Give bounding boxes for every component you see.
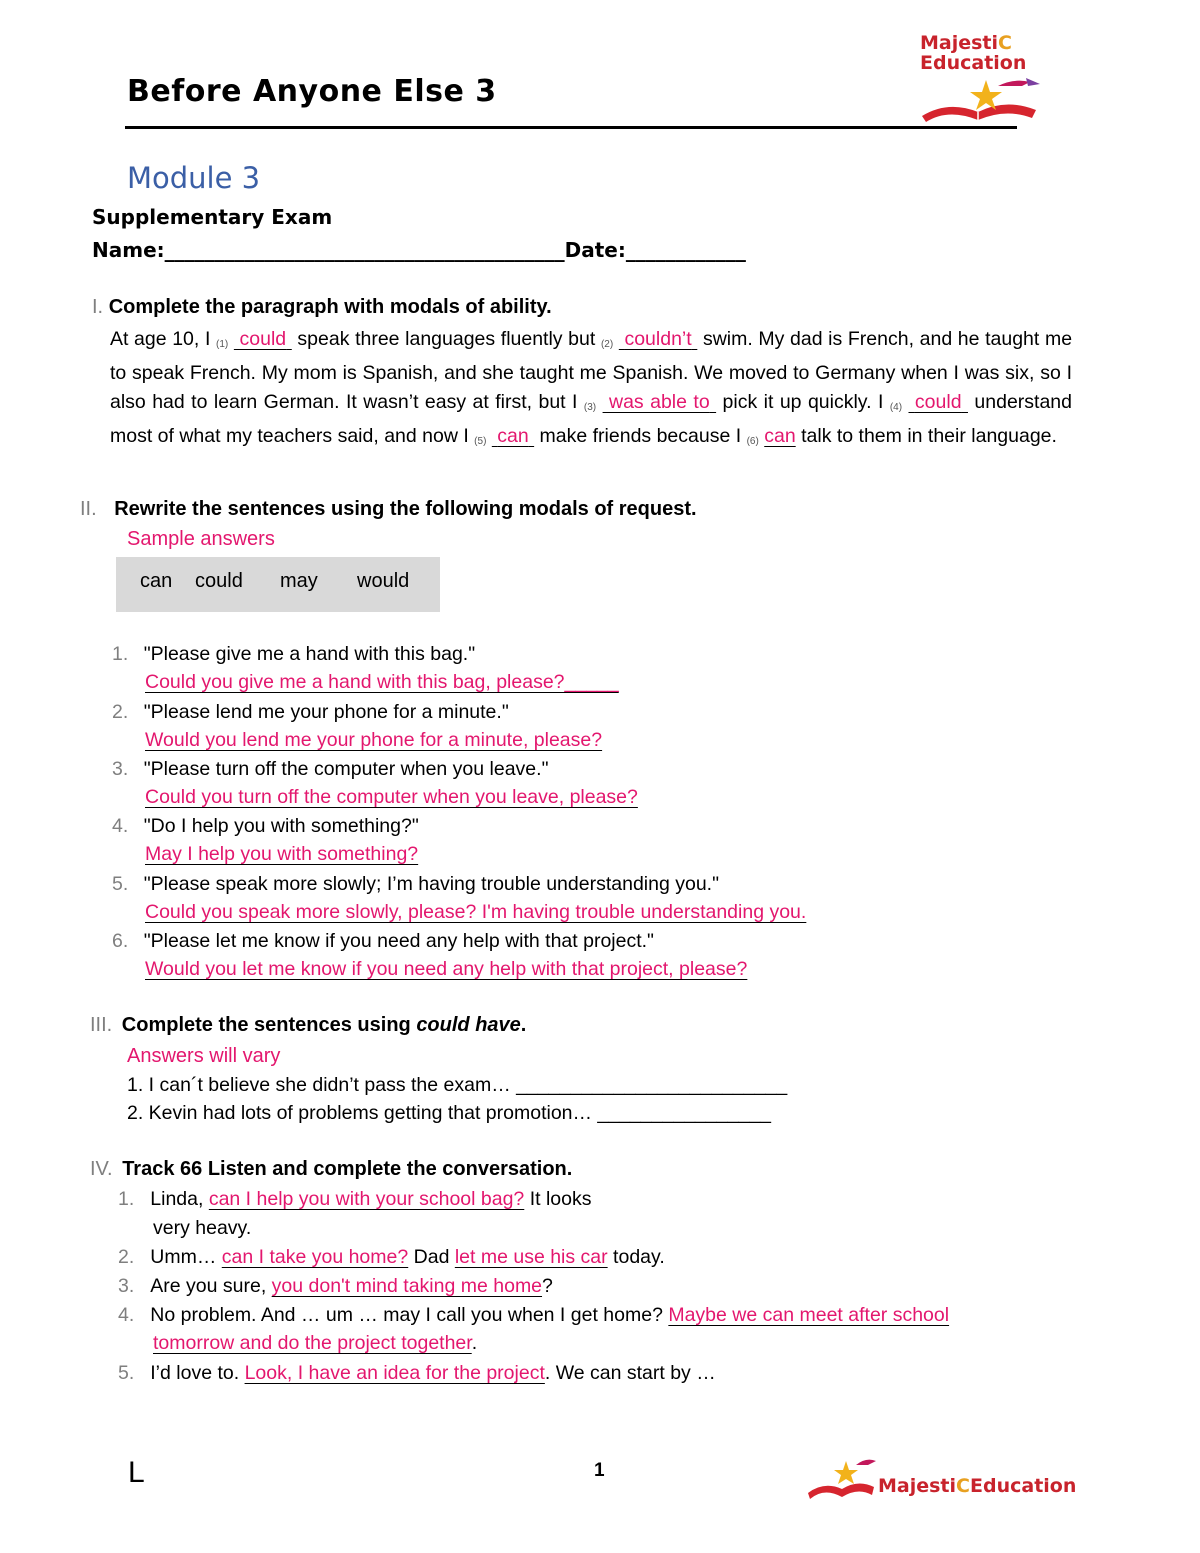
name-date-line: Name:________________________________________Date:____________ (92, 238, 746, 262)
answer-blank-2: couldn’t (624, 328, 692, 350)
module-heading: Module 3 (127, 161, 261, 195)
section1-roman: I. (92, 296, 104, 318)
para-text: make friends because I (534, 425, 747, 447)
conversation-item-cont: tomorrow and do the project together. (153, 1332, 478, 1354)
exam-label: Supplementary Exam (92, 205, 333, 229)
section1-paragraph (110, 325, 1072, 456)
conversation-item: 5. I’d love to. Look, I have an idea for the project. We can start by … (118, 1362, 716, 1384)
sample-answer: Could you turn off the computer when you leave, please? (145, 786, 638, 808)
answer-blank-5: can (497, 425, 529, 447)
answers-vary-note: Answers will vary (127, 1045, 281, 1067)
page-number: 1 (594, 1460, 605, 1481)
logo-book-icon (918, 72, 1043, 122)
section4-heading (90, 1158, 572, 1181)
blank-number: (6) (746, 436, 759, 447)
word-box-item: could (195, 570, 243, 592)
blank-number: (4) (889, 402, 903, 413)
section4-roman: IV. (90, 1158, 113, 1180)
sample-answer: Could you speak more slowly, please? I'm having trouble understanding you. (145, 901, 807, 923)
answer-blank-1: could (239, 328, 287, 350)
footer-logo-text2: Education (970, 1475, 1077, 1497)
sample-answer: May I help you with something? (145, 843, 419, 865)
section4-title: Track 66 Listen and complete the conversation. (122, 1158, 573, 1180)
para-text: At age 10, I (110, 328, 216, 350)
logo-c: C (998, 32, 1012, 54)
list-item: 4. "Do I help you with something?" (112, 815, 419, 837)
sample-answer: Could you give me a hand with this bag, please?_____ (145, 671, 619, 693)
sample-answer: Would you let me know if you need any help with that project, please? (145, 958, 748, 980)
section2-title: Rewrite the sentences using the following modals of request. (114, 498, 697, 520)
conversation-item: 2. Umm… can I take you home? Dad let me use his car today. (118, 1246, 665, 1268)
header-logo (918, 28, 1038, 123)
section1-heading (92, 296, 552, 319)
blank-number: (5) (474, 436, 487, 447)
section3-roman: III. (90, 1014, 113, 1036)
list-item: 1. "Please give me a hand with this bag." (112, 643, 476, 665)
word-box-item: would (357, 570, 410, 592)
word-box (116, 557, 440, 612)
answer-blank-4: could (914, 391, 962, 413)
conversation-item: 4. No problem. And … um … may I call you when I get home? Maybe we can meet after school (118, 1304, 950, 1326)
word-box-item: can (140, 570, 173, 592)
list-item: 2. "Please lend me your phone for a minute." (112, 701, 509, 723)
blank-number: (2) (600, 339, 614, 350)
para-text: talk to them in their language. (795, 425, 1057, 447)
logo-line1: Majesti (920, 32, 999, 54)
answer-blank-3: was able to (609, 391, 710, 413)
word-box-item: may (280, 570, 318, 592)
footer-logo-text: Majesti (878, 1475, 957, 1497)
answer-blank-6: can (764, 425, 796, 447)
conversation-item: 3. Are you sure, you don't mind taking me home? (118, 1275, 553, 1297)
section2-roman: II. (80, 498, 97, 520)
para-text: understand most of what my teachers said, and now I (110, 391, 1072, 447)
footer-logo-c: C (956, 1475, 970, 1497)
document-title: Before Anyone Else 3 (127, 74, 497, 109)
para-text: swim. My dad is French, and he taught me to speak French. My mom is Spanish, and she taught me Spanish. We moved to Germany when I was six, so I also had to learn German. It wasn’t easy at first, but I (110, 328, 1073, 413)
footer-left-mark: L (128, 1456, 145, 1489)
conversation-item-cont: very heavy. (153, 1217, 252, 1239)
list-item: 5. "Please speak more slowly; I’m having trouble understanding you." (112, 873, 720, 895)
section2-heading (80, 498, 697, 521)
conversation-item: 1. Linda, can I help you with your school bag? It looks (118, 1188, 592, 1210)
para-text: speak three languages fluently but (291, 328, 601, 350)
footer-logo (806, 1455, 1077, 1499)
sample-answer: Would you lend me your phone for a minute, please? (145, 729, 603, 751)
blank-number: (1) (216, 339, 229, 350)
list-item: 6. "Please let me know if you need any help with that project." (112, 930, 654, 952)
section3-line-2: 2. Kevin had lots of problems getting that promotion… ________________ (127, 1102, 771, 1124)
section3-line-1: 1. I can´t believe she didn’t pass the exam… _________________________ (127, 1074, 788, 1096)
para-text: pick it up quickly. I (716, 391, 890, 413)
sample-answers-note: Sample answers (127, 528, 275, 550)
header-rule (125, 126, 1017, 129)
logo-line2: Education (920, 52, 1027, 74)
section3-heading: III. Complete the sentences using could have. (90, 1014, 527, 1036)
list-item: 3. "Please turn off the computer when you leave." (112, 758, 549, 780)
section1-title: Complete the paragraph with modals of ability. (108, 296, 552, 318)
blank-number: (3) (583, 402, 597, 413)
footer-logo-book-icon (806, 1455, 876, 1499)
